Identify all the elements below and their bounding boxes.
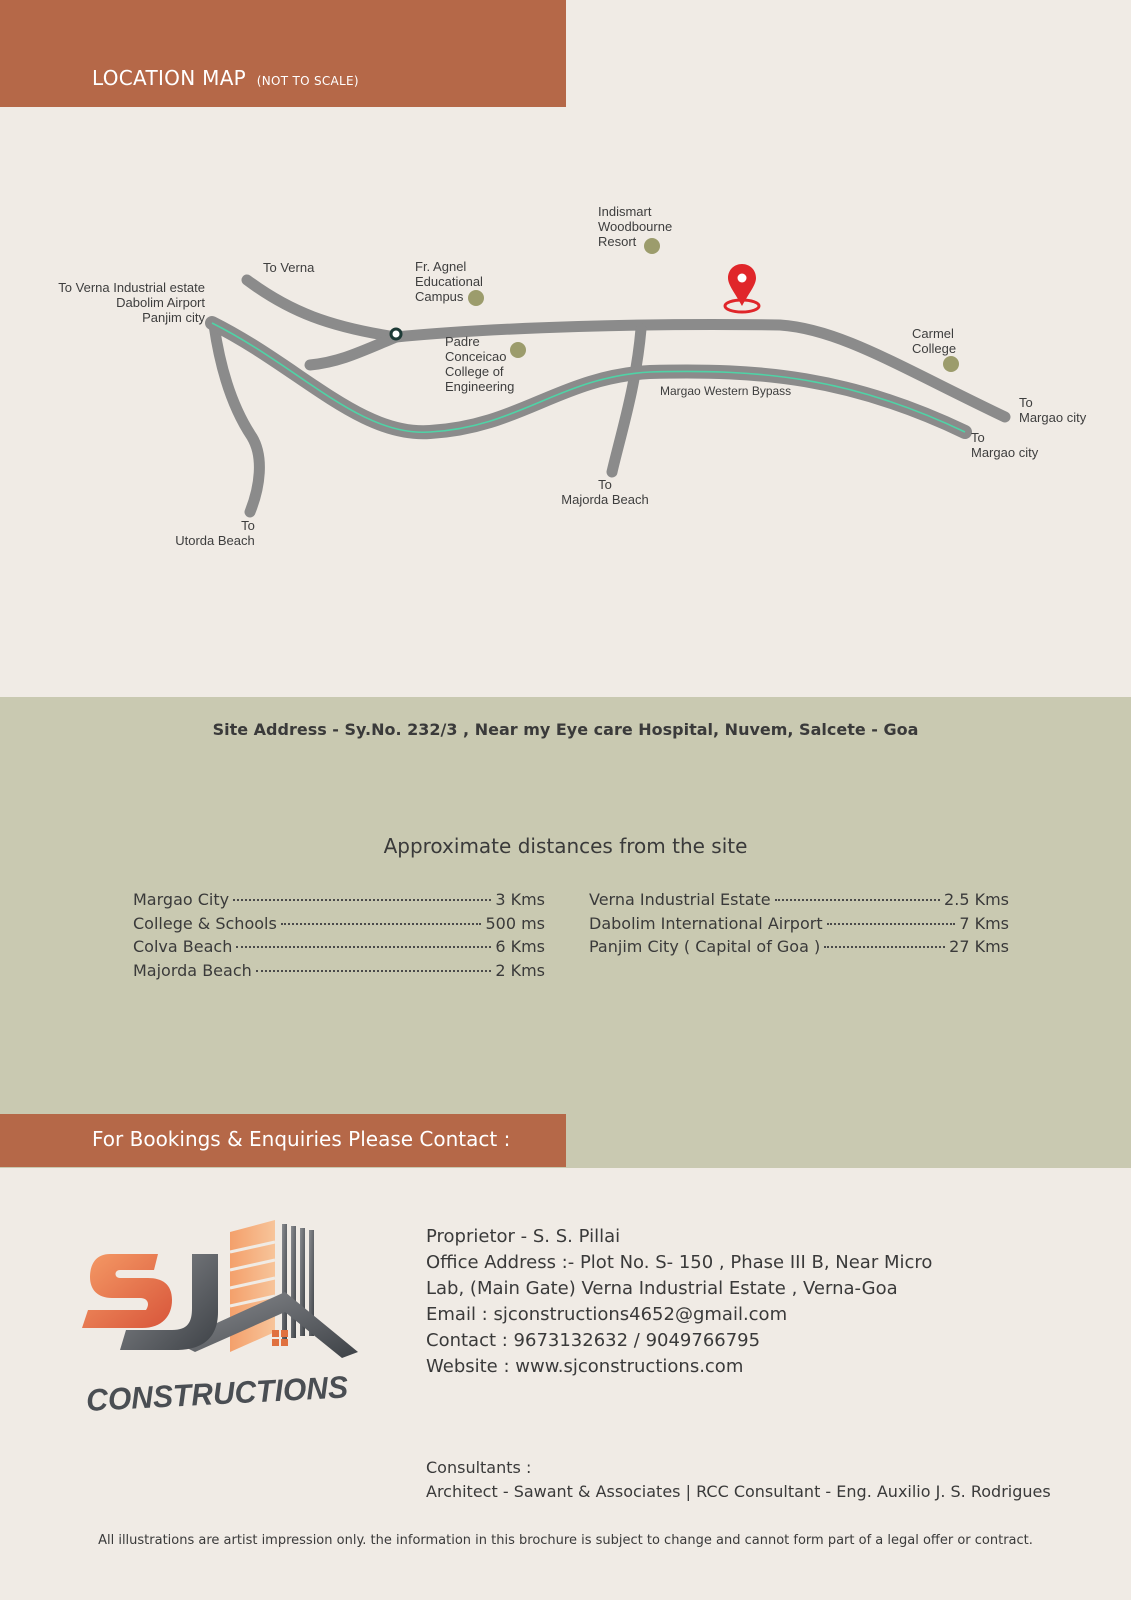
label-agnel-line1: Fr. Agnel (415, 259, 467, 274)
logo-wordmark: CONSTRUCTIONS (85, 1368, 358, 1418)
distance-name: Panjim City ( Capital of Goa ) (589, 937, 821, 956)
sj-constructions-logo (80, 1212, 370, 1422)
distance-row (589, 890, 1009, 914)
label-padre-line1: Padre (445, 334, 480, 349)
location-map (0, 107, 1131, 697)
distance-name: Majorda Beach (133, 960, 252, 980)
label-indismart-line2: Woodbourne (598, 219, 673, 234)
label-majorda-line1: To (598, 477, 612, 492)
label-majorda-line2: Majorda Beach (561, 492, 649, 507)
label-west-line2: Dabolim Airport (116, 295, 205, 310)
landmark-dot-indismart (644, 238, 660, 254)
consultants-list: Architect - Sawant & Associates | RCC Consultant - Eng. Auxilio J. S. Rodrigues (426, 1482, 1051, 1501)
letter-s-icon (82, 1254, 172, 1328)
distance-list-right (589, 890, 1009, 961)
road-to-verna (247, 280, 396, 337)
consultants (426, 1456, 1051, 1504)
label-bypass: Margao Western Bypass (660, 384, 792, 398)
website[interactable]: Website : www.sjconstructions.com (426, 1356, 744, 1377)
map-subtitle: (NOT TO SCALE) (256, 74, 359, 88)
distance-row (589, 914, 1009, 938)
distance-value: 3 Kms (495, 890, 545, 909)
location-map-banner (0, 0, 566, 107)
label-indismart-line1: Indismart (598, 204, 652, 219)
distance-name: Verna Industrial Estate (589, 890, 771, 909)
junction-marker (391, 329, 401, 339)
leader-dots (827, 923, 956, 925)
info-panel (0, 697, 1131, 1168)
distance-value: 6 Kms (495, 937, 545, 956)
label-padre-line4: Engineering (445, 379, 515, 394)
distance-row (589, 937, 1009, 961)
label-margao2-line2: Margao city (971, 445, 1039, 460)
distance-row (133, 914, 545, 938)
consultants-heading: Consultants : (426, 1458, 532, 1477)
disclaimer: All illustrations are artist impression only. the information in this brochure is subject to change and cannot form part of a legal offer or contract. (98, 1533, 1033, 1548)
distance-name: College & Schools (133, 913, 277, 933)
distance-name: Colva Beach (133, 937, 233, 956)
label-padre-line2: Conceicao (445, 349, 507, 364)
map-title-text: LOCATION MAP (92, 66, 247, 90)
site-pin-icon (725, 264, 759, 312)
label-carmel-line1: Carmel (912, 326, 954, 341)
label-agnel-line3: Campus (415, 289, 464, 304)
leader-dots (775, 899, 940, 901)
distance-row (133, 961, 545, 985)
label-west-line3: Panjim city (142, 310, 205, 325)
label-margao2-line1: To (971, 430, 985, 445)
label-utorda-line2: Utorda Beach (175, 533, 255, 548)
distance-name: Margao City (133, 890, 230, 909)
map-title (92, 66, 359, 90)
office-address-line2: Lab, (Main Gate) Verna Industrial Estate , Verna-Goa (426, 1278, 898, 1299)
leader-dots (281, 923, 482, 925)
distance-name: Dabolim International Airport (589, 913, 823, 933)
label-agnel-line2: Educational (415, 274, 483, 289)
label-west-line1: To Verna Industrial estate (58, 280, 205, 295)
office-address-line1: Office Address :- Plot No. S- 150 , Phase III B, Near Micro (426, 1252, 933, 1273)
leader-dots (236, 946, 491, 948)
phone[interactable]: Contact : 9673132632 / 9049766795 (426, 1330, 761, 1351)
road-junction-link (310, 337, 396, 365)
label-margao1-line1: To (1019, 395, 1033, 410)
distance-value: 7 Kms (959, 913, 1009, 933)
contact-details (426, 1224, 932, 1380)
distance-value: 500 ms (485, 913, 545, 933)
contact-banner (0, 1114, 566, 1167)
label-utorda-line1: To (241, 518, 255, 533)
landmark-dot-agnel (468, 290, 484, 306)
distance-value: 27 Kms (949, 937, 1009, 956)
label-carmel-line2: College (912, 341, 957, 356)
email[interactable]: Email : sjconstructions4652@gmail.com (426, 1304, 788, 1325)
landmark-dot-padre (510, 342, 526, 358)
leader-dots (233, 899, 491, 901)
distance-row (133, 937, 545, 961)
distances-title: Approximate distances from the site (383, 834, 748, 858)
label-padre-line3: College of (445, 364, 504, 379)
proprietor: Proprietor - S. S. Pillai (426, 1226, 621, 1247)
label-indismart-line3: Resort (598, 234, 637, 249)
distance-value: 2 Kms (495, 960, 545, 980)
landmark-dot-carmel (943, 356, 959, 372)
distance-value: 2.5 Kms (944, 890, 1009, 909)
distance-row (133, 890, 545, 914)
distance-list-left (133, 890, 545, 984)
road-to-majorda (612, 329, 641, 472)
leader-dots (824, 946, 945, 948)
contact-banner-text: For Bookings & Enquiries Please Contact : (92, 1127, 511, 1151)
site-address: Site Address - Sy.No. 232/3 , Near my Eye care Hospital, Nuvem, Salcete - Goa (212, 720, 919, 739)
label-margao1-line2: Margao city (1019, 410, 1087, 425)
label-to-verna: To Verna (263, 260, 315, 275)
leader-dots (256, 970, 492, 972)
